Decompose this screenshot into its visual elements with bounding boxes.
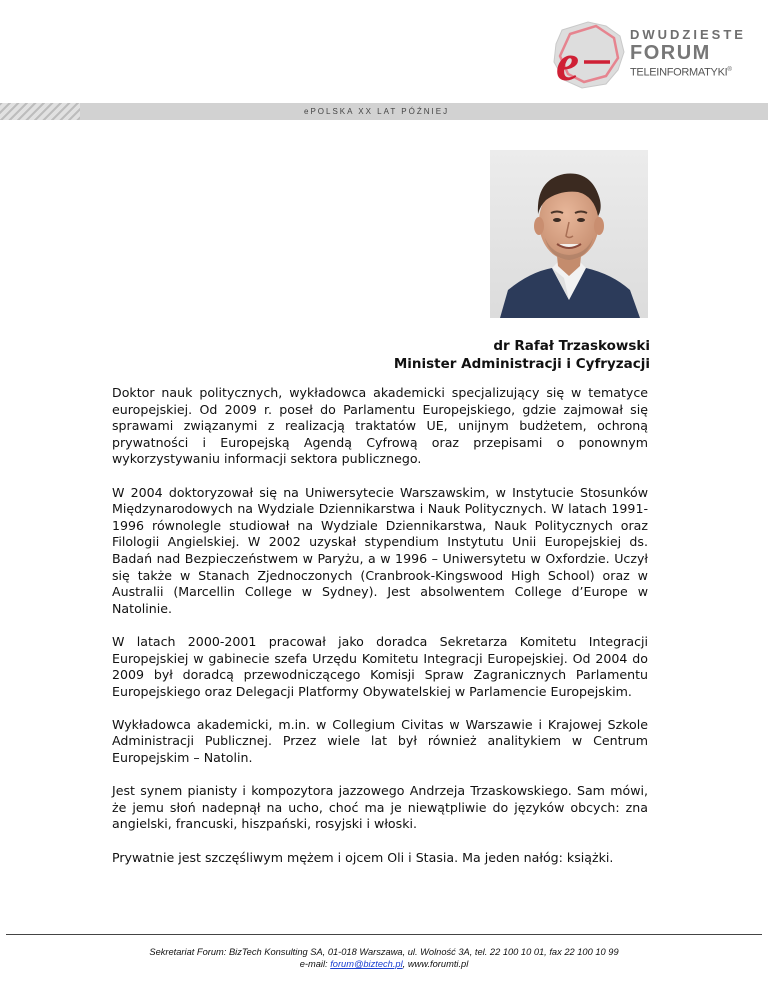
logo-line-dwudzieste: DWUDZIESTE — [630, 27, 746, 42]
footer — [0, 946, 768, 970]
footer-email-link[interactable]: forum@biztech.pl — [330, 959, 403, 969]
footer-contact — [0, 958, 768, 970]
logo-line-forum: FORUM — [630, 42, 711, 64]
bio-paragraph: Prywatnie jest szczęśliwym mężem i ojcem Oli i Stasia. Ma jeden nałóg: książki. — [112, 849, 614, 865]
bio-paragraph: Jest synem pianisty i kompozytora jazzowego Andrzeja Trzaskowskiego. Sam mówi, że jemu słoń nadepnął na ucho, choć ma je niewątpliwie do języków obcych: zna angielski, francuski, hiszpański, rosyjski i włoski. — [112, 783, 648, 832]
person-role: Minister Administracji i Cyfryzacji — [393, 356, 650, 372]
bio-paragraph: Doktor nauk politycznych, wykładowca akademicki specjalizujący się w tematyce europejskiej. Od 2009 r. poseł do Parlamentu Europejskiego, gdzie zajmował się sprawami związanymi z realizacją traktatów UE, unijnym budżetem, ochroną prywatności i Europejską Agendą Cyfrową oraz przepisami o ponownym wykorzystywaniu informacji sektora publicznego. — [112, 385, 648, 467]
bio-paragraph: Wykładowca akademicki, m.in. w Collegium Civitas w Warszawie i Krajowej Szkole Administracji Publicznej. Przez wiele lat był również analitykiem w Centrum Europejskim – Natolin. — [112, 716, 648, 766]
bio-paragraph: W latach 2000-2001 pracował jako doradca Sekretarza Komitetu Integracji Europejskiej w gabinecie szefa Urzędu Komitetu Integracji Europejskiej. Od 2004 do 2009 był doradcą przewodniczącego Komisji Spraw Zagranicznych Parlamentu Europejskiego oraz Delegacji Platformy Obywatelskiej w Parlamencie Europejskim. — [112, 633, 648, 699]
poland-map-logo-icon — [548, 18, 628, 92]
registered-mark: ® — [727, 67, 732, 73]
logo-line-teleinformatyki: TELEINFORMATYKI — [630, 66, 728, 79]
band-stripes — [0, 103, 80, 120]
header-band — [0, 103, 768, 120]
svg-text:e: e — [556, 35, 580, 92]
forum-logo — [548, 18, 758, 98]
footer-email-label: e-mail: — [299, 959, 331, 969]
biography — [112, 385, 648, 883]
name-block — [394, 337, 650, 373]
footer-website: , www.forumti.pl — [402, 959, 469, 969]
person-name: dr Rafał Trzaskowski — [493, 338, 650, 354]
bio-paragraph: W 2004 doktoryzował się na Uniwersytecie Warszawskim, w Instytucie Stosunków Międzynarodowych na Wydziale Dziennikarstwa i Nauk Politycznych. W latach 1991-1996 równolegle studiował na Wydziale Dziennikarstwa, Nauk Politycznych oraz Filologii Angielskiej. W 2002 uzyskał stypendium Instytutu Unii Europejskiej ds. Badań nad Bezpieczeństwem w Paryżu, a w 1996 – Uniwersytetu w Oxfordzie. Uczył się także w Stanach Zjednoczonych (Cranbrook-Kingswood High School) oraz w Australii (Marcellin College w Sydney). Jest absolwentem College d’Europe w Natolinie. — [112, 484, 648, 616]
footer-address: Sekretariat Forum: BizTech Konsulting SA, 01-018 Warszawa, ul. Wolność 3A, tel. 22 100 10 01, fax 22 100 10 99 — [149, 947, 619, 957]
footer-divider — [6, 934, 762, 935]
band-label: ePOLSKA XX LAT PÓŹNIEJ — [304, 107, 450, 116]
portrait-photo — [490, 150, 648, 318]
